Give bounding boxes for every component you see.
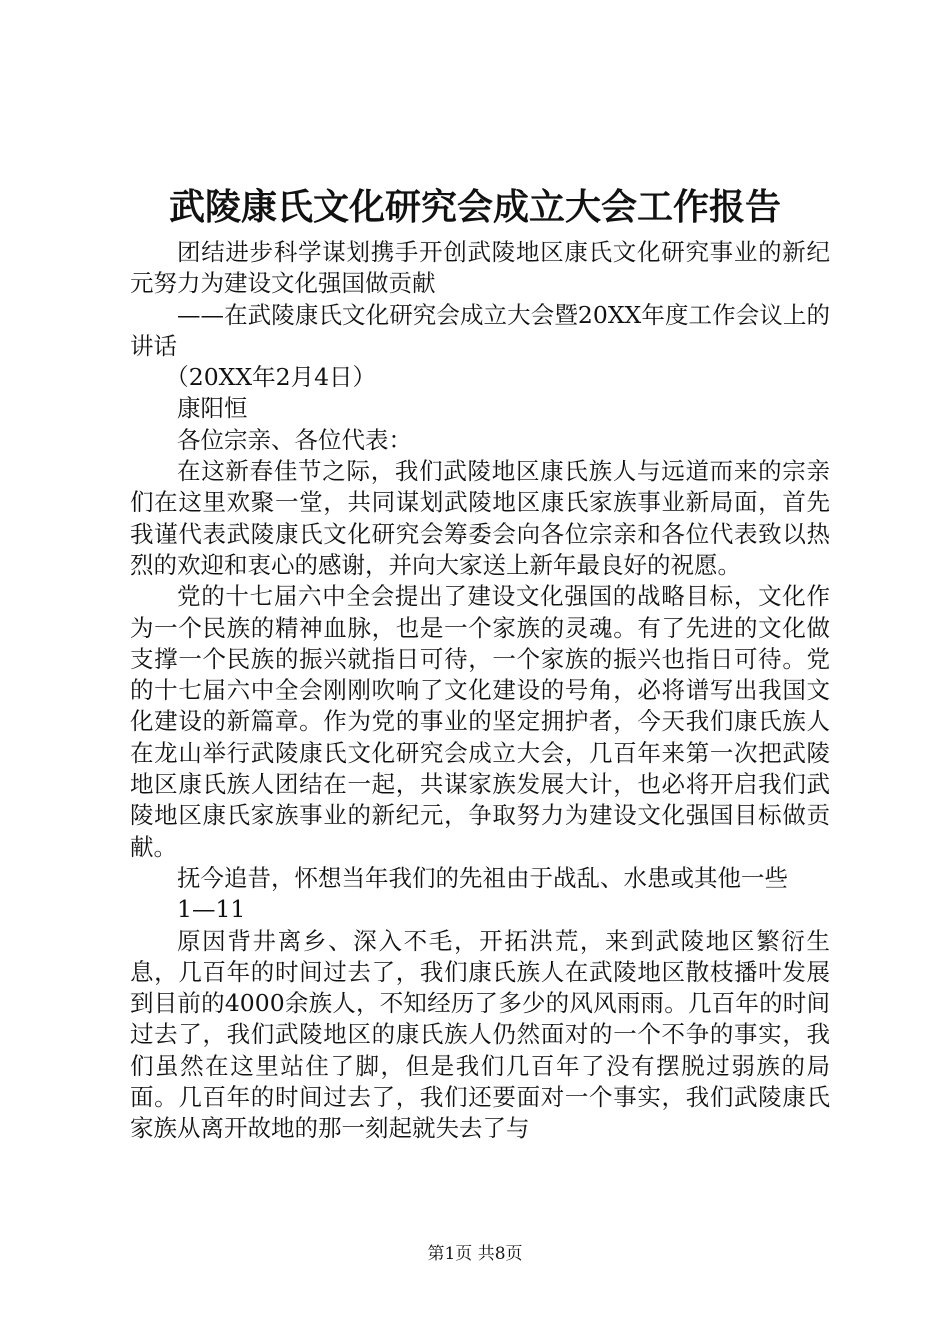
paragraph-date: （20XX年2月4日） xyxy=(165,363,377,392)
paragraph-body: 在这新春佳节之际，我们武陵地区康氏族人与远道而来的宗亲们在这里欢聚一堂，共同谋划武陵地区康氏家族事业新局面，首先我谨代表武陵康氏文化研究会筹委会向各位宗亲和各位代表致以热烈的欢迎和衷心的感谢，并向大家送上新年最良好的祝愿。 xyxy=(130,457,830,579)
paragraph-occasion: ——在武陵康氏文化研究会成立大会暨20XX年度工作会议上的讲话 xyxy=(130,300,830,360)
document-body xyxy=(130,237,830,1145)
page-footer: 第1页 共8页 xyxy=(427,1244,523,1264)
paragraph-salutation: 各位宗亲、各位代表： xyxy=(177,425,412,454)
paragraph-subtitle: 团结进步科学谋划携手开创武陵地区康氏文化研究事业的新纪元努力为建设文化强国做贡献 xyxy=(130,238,830,298)
paragraph-body: 党的十七届六中全会提出了建设文化强国的战略目标，文化作为一个民族的精神血脉，也是一个家族的灵魂。有了先进的文化做支撑一个民族的振兴就指日可待，一个家族的振兴也指日可待。党的十七届六中全会刚刚吹响了文化建设的号角，必将谱写出我国文化建设的新篇章。作为党的事业的坚定拥护者，今天我们康氏族人在龙山举行武陵康氏文化研究会成立大会，几百年来第一次把武陵地区康氏族人团结在一起，共谋家族发展大计，也必将开启我们武陵地区康氏家族事业的新纪元，争取努力为建设文化强国目标做贡献。 xyxy=(130,582,830,861)
document-title: 武陵康氏文化研究会成立大会工作报告 xyxy=(168,186,781,228)
paragraph-body: 抚今追昔，怀想当年我们的先祖由于战乱、水患或其他一些 xyxy=(177,863,788,892)
paragraph-body: 原因背井离乡、深入不毛，开拓洪荒，来到武陵地区繁衍生息，几百年的时间过去了，我们康氏族人在武陵地区散枝播叶发展到目前的4000余族人，不知经历了多少的风风雨雨。几百年的时间过去了，我们武陵地区的康氏族人仍然面对的一个不争的事实，我们虽然在这里站住了脚，但是我们几百年了没有摆脱过弱族的局面。几百年的时间过去了，我们还要面对一个事实，我们武陵康氏家族从离开故地的那一刻起就失去了与 xyxy=(130,926,830,1143)
paragraph-author: 康阳恒 xyxy=(177,394,248,423)
paragraph-marker: 1—11 xyxy=(177,895,246,924)
